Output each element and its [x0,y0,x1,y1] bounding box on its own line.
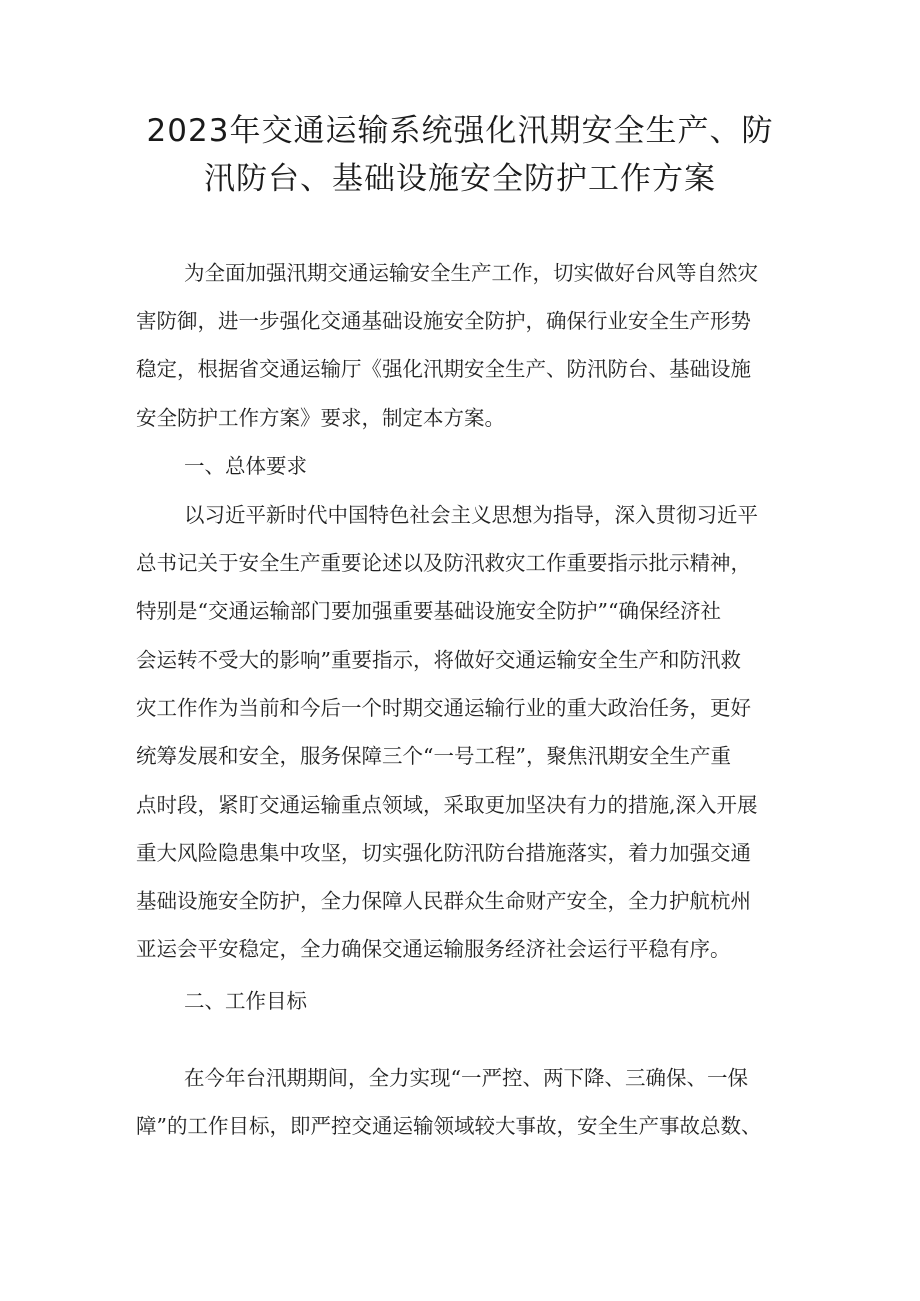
paragraph-line: 障”的工作目标，即严控交通运输领域较大事故，安全生产事故总数、 [136,1114,762,1138]
paragraph-line: 点时段，紧盯交通运输重点领域，采取更加坚决有力的措施,深入开展 [136,793,758,817]
paragraph-line: 为全面加强汛期交通运输安全生产工作，切实做好台风等自然灾 [184,261,758,285]
paragraph-line: 总书记关于安全生产重要论述以及防汛救灾工作重要指示批示精神， [136,551,751,575]
document-title-line-1: 2023年交通运输系统强化汛期安全生产、防 [146,113,774,149]
paragraph-line: 重大风险隐患集中攻坚，切实强化防汛防台措施落实，着力加强交通 [136,841,751,865]
section-heading: 一、总体要求 [184,454,307,478]
paragraph-line: 灾工作作为当前和今后一个时期交通运输行业的重大政治任务，更好 [136,696,751,720]
paragraph-line: 基础设施安全防护，全力保障人民群众生命财产安全，全力护航杭州 [136,889,751,913]
paragraph-line: 稳定，根据省交通运输厅《强化汛期安全生产、防汛防台、基础设施 [136,357,751,381]
section-heading: 二、工作目标 [184,989,307,1013]
paragraph-line: 统筹发展和安全，服务保障三个“一号工程”，聚焦汛期安全生产重 [136,744,731,768]
paragraph-line: 安全防护工作方案》要求，制定本方案。 [136,406,505,430]
paragraph-line: 特别是“交通运输部门要加强重要基础设施安全防护”“确保经济社 [136,599,721,623]
paragraph-line: 以习近平新时代中国特色社会主义思想为指导，深入贯彻习近平 [184,503,758,527]
paragraph-line: 会运转不受大的影响”重要指示，将做好交通运输安全生产和防汛救 [136,648,741,672]
paragraph-line: 亚运会平安稳定，全力确保交通运输服务经济社会运行平稳有序。 [136,937,731,961]
paragraph-line: 害防御，进一步强化交通基础设施安全防护，确保行业安全生产形势 [136,309,751,333]
paragraph-line: 在今年台汛期期间，全力实现“一严控、两下降、三确保、一保 [184,1066,748,1090]
document-title-line-2: 汛防台、基础设施安全防护工作方案 [204,161,716,197]
